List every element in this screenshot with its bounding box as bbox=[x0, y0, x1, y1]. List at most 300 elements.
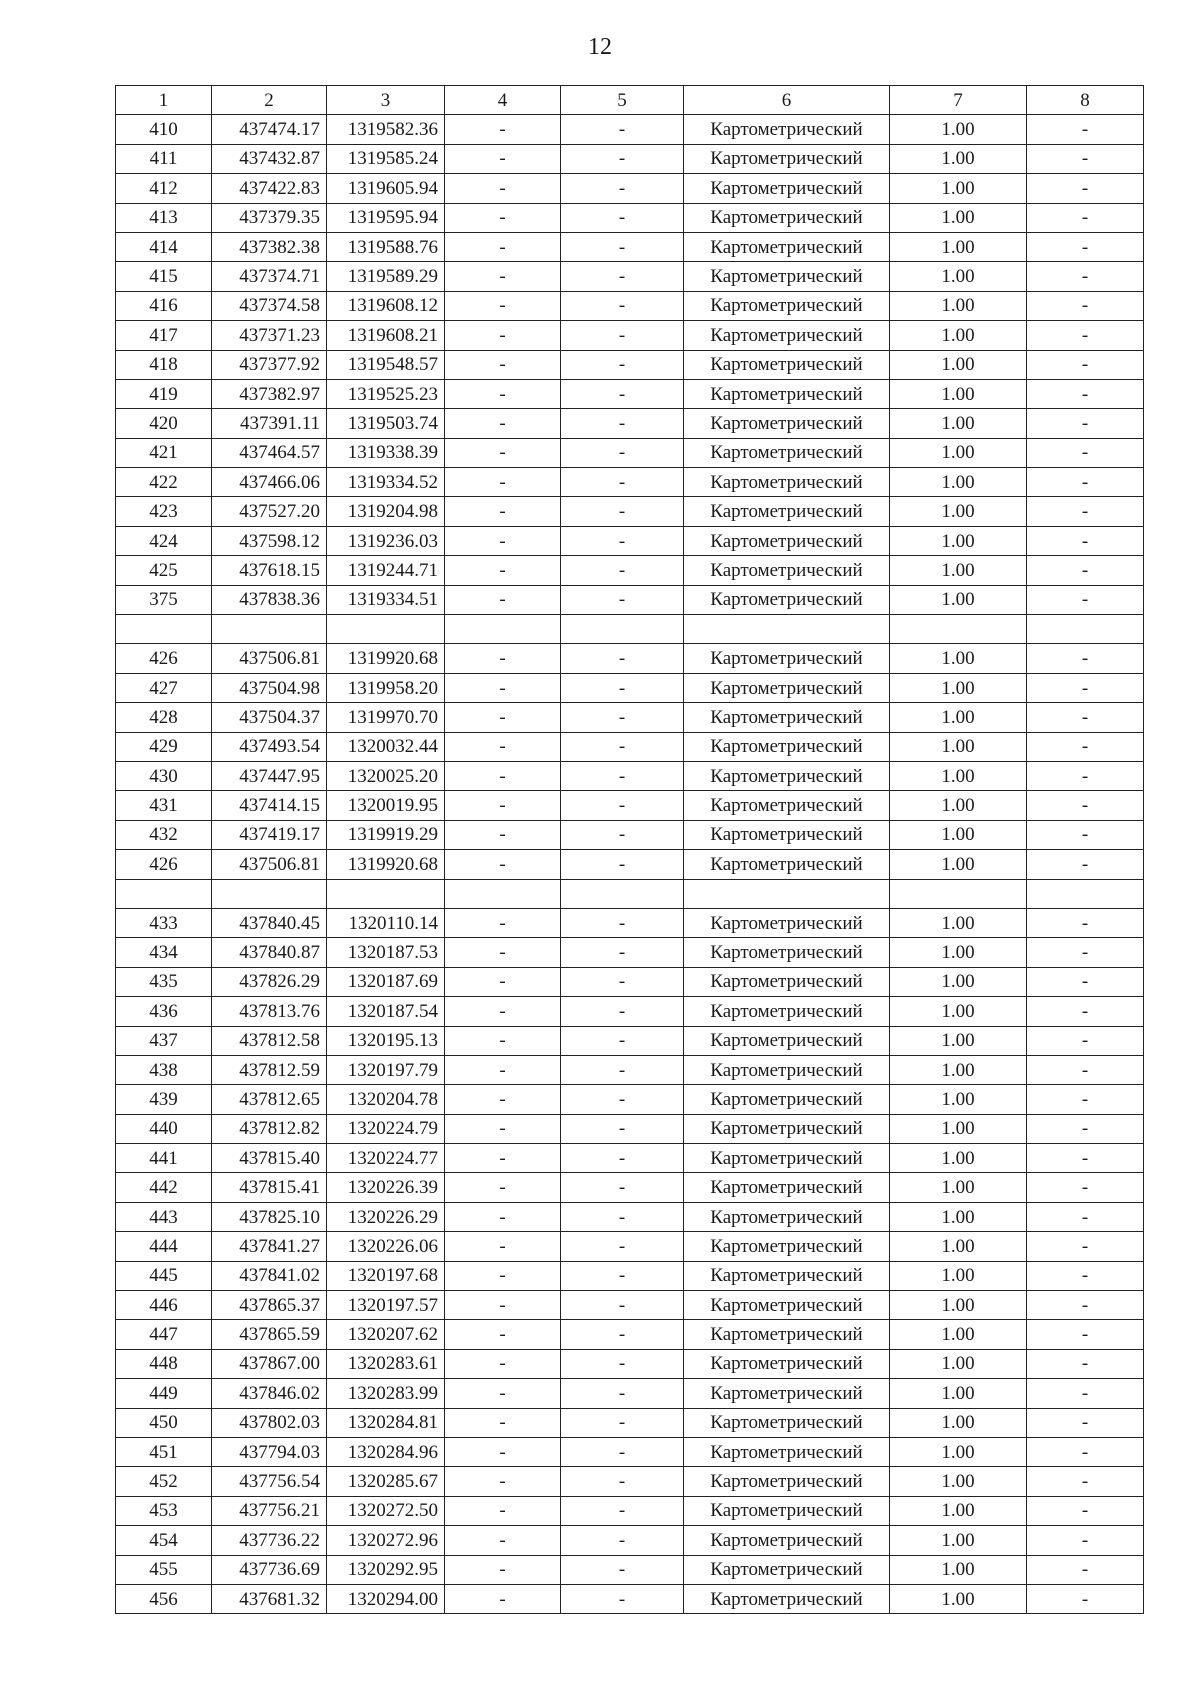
col5-cell: - bbox=[561, 379, 684, 408]
col5-cell: - bbox=[561, 409, 684, 438]
point-number-cell: 440 bbox=[116, 1114, 212, 1143]
y-coordinate-cell: 1320110.14 bbox=[327, 908, 445, 937]
y-coordinate-cell: 1320197.68 bbox=[327, 1261, 445, 1290]
col5-cell: - bbox=[561, 438, 684, 467]
x-coordinate-cell: 437841.02 bbox=[212, 1261, 327, 1290]
col4-cell: - bbox=[445, 115, 561, 144]
col5-cell: - bbox=[561, 1232, 684, 1261]
col4-cell: - bbox=[445, 732, 561, 761]
x-coordinate-cell: 437756.54 bbox=[212, 1467, 327, 1496]
accuracy-cell bbox=[890, 615, 1027, 644]
point-number-cell: 439 bbox=[116, 1085, 212, 1114]
accuracy-cell: 1.00 bbox=[890, 585, 1027, 614]
table-row bbox=[116, 1555, 1144, 1584]
method-cell: Картометрический bbox=[684, 262, 890, 291]
point-number-cell: 423 bbox=[116, 497, 212, 526]
x-coordinate-cell: 437474.17 bbox=[212, 115, 327, 144]
col8-cell: - bbox=[1027, 644, 1144, 673]
col5-cell: - bbox=[561, 850, 684, 879]
col4-cell: - bbox=[445, 1320, 561, 1349]
y-coordinate-cell: 1320224.77 bbox=[327, 1144, 445, 1173]
col8-cell: - bbox=[1027, 1085, 1144, 1114]
table-row bbox=[116, 1114, 1144, 1143]
point-number-cell: 433 bbox=[116, 908, 212, 937]
y-coordinate-cell: 1320226.29 bbox=[327, 1202, 445, 1231]
point-number-cell: 430 bbox=[116, 761, 212, 790]
accuracy-cell: 1.00 bbox=[890, 262, 1027, 291]
method-cell: Картометрический bbox=[684, 1114, 890, 1143]
accuracy-cell: 1.00 bbox=[890, 291, 1027, 320]
col4-cell: - bbox=[445, 468, 561, 497]
method-cell: Картометрический bbox=[684, 732, 890, 761]
col5-cell: - bbox=[561, 1379, 684, 1408]
col5-cell: - bbox=[561, 144, 684, 173]
col8-cell: - bbox=[1027, 997, 1144, 1026]
col8-cell: - bbox=[1027, 1467, 1144, 1496]
coordinates-table bbox=[115, 85, 1144, 1614]
col8-cell: - bbox=[1027, 497, 1144, 526]
y-coordinate-cell: 1319338.39 bbox=[327, 438, 445, 467]
col8-cell: - bbox=[1027, 673, 1144, 702]
point-number-cell: 441 bbox=[116, 1144, 212, 1173]
table-row bbox=[116, 908, 1144, 937]
table-row bbox=[116, 732, 1144, 761]
x-coordinate-cell: 437391.11 bbox=[212, 409, 327, 438]
col8-cell: - bbox=[1027, 1202, 1144, 1231]
col8-cell: - bbox=[1027, 761, 1144, 790]
table-row bbox=[116, 938, 1144, 967]
col4-cell: - bbox=[445, 438, 561, 467]
col5-cell: - bbox=[561, 291, 684, 320]
col5-cell bbox=[561, 879, 684, 908]
col4-cell: - bbox=[445, 703, 561, 732]
y-coordinate-cell: 1319608.21 bbox=[327, 321, 445, 350]
method-cell bbox=[684, 615, 890, 644]
table-row bbox=[116, 1526, 1144, 1555]
accuracy-cell: 1.00 bbox=[890, 791, 1027, 820]
col8-cell: - bbox=[1027, 409, 1144, 438]
method-cell: Картометрический bbox=[684, 321, 890, 350]
accuracy-cell: 1.00 bbox=[890, 1584, 1027, 1613]
col8-cell: - bbox=[1027, 203, 1144, 232]
accuracy-cell: 1.00 bbox=[890, 497, 1027, 526]
col5-cell: - bbox=[561, 1526, 684, 1555]
y-coordinate-cell: 1319503.74 bbox=[327, 409, 445, 438]
col5-cell: - bbox=[561, 350, 684, 379]
col8-cell: - bbox=[1027, 1026, 1144, 1055]
point-number-cell: 436 bbox=[116, 997, 212, 1026]
col4-cell: - bbox=[445, 1437, 561, 1466]
y-coordinate-cell: 1320207.62 bbox=[327, 1320, 445, 1349]
table-row bbox=[116, 262, 1144, 291]
method-cell: Картометрический bbox=[684, 468, 890, 497]
accuracy-cell: 1.00 bbox=[890, 967, 1027, 996]
method-cell: Картометрический bbox=[684, 908, 890, 937]
col5-cell: - bbox=[561, 1437, 684, 1466]
table-row bbox=[116, 967, 1144, 996]
table-row bbox=[116, 1379, 1144, 1408]
method-cell: Картометрический bbox=[684, 791, 890, 820]
accuracy-cell: 1.00 bbox=[890, 1496, 1027, 1525]
col8-cell: - bbox=[1027, 820, 1144, 849]
table-row-separator bbox=[116, 879, 1144, 908]
y-coordinate-cell: 1319919.29 bbox=[327, 820, 445, 849]
accuracy-cell bbox=[890, 879, 1027, 908]
point-number-cell: 418 bbox=[116, 350, 212, 379]
table-row bbox=[116, 438, 1144, 467]
table-row bbox=[116, 1349, 1144, 1378]
col4-cell: - bbox=[445, 1408, 561, 1437]
method-cell: Картометрический bbox=[684, 1202, 890, 1231]
col5-cell: - bbox=[561, 1349, 684, 1378]
table-row bbox=[116, 144, 1144, 173]
col8-cell: - bbox=[1027, 732, 1144, 761]
method-cell: Картометрический bbox=[684, 1085, 890, 1114]
table-row bbox=[116, 1584, 1144, 1613]
y-coordinate-cell: 1320197.79 bbox=[327, 1055, 445, 1084]
column-header: 1 bbox=[116, 86, 212, 115]
x-coordinate-cell: 437794.03 bbox=[212, 1437, 327, 1466]
accuracy-cell: 1.00 bbox=[890, 174, 1027, 203]
accuracy-cell: 1.00 bbox=[890, 1144, 1027, 1173]
col4-cell: - bbox=[445, 1555, 561, 1584]
method-cell: Картометрический bbox=[684, 115, 890, 144]
accuracy-cell: 1.00 bbox=[890, 1232, 1027, 1261]
method-cell: Картометрический bbox=[684, 997, 890, 1026]
col5-cell: - bbox=[561, 1584, 684, 1613]
point-number-cell: 422 bbox=[116, 468, 212, 497]
col5-cell: - bbox=[561, 1026, 684, 1055]
method-cell: Картометрический bbox=[684, 1408, 890, 1437]
col5-cell: - bbox=[561, 232, 684, 261]
col5-cell: - bbox=[561, 174, 684, 203]
table-row bbox=[116, 1467, 1144, 1496]
col5-cell: - bbox=[561, 997, 684, 1026]
col5-cell: - bbox=[561, 1467, 684, 1496]
table-row bbox=[116, 115, 1144, 144]
x-coordinate-cell: 437432.87 bbox=[212, 144, 327, 173]
method-cell: Картометрический bbox=[684, 291, 890, 320]
y-coordinate-cell: 1319608.12 bbox=[327, 291, 445, 320]
x-coordinate-cell: 437681.32 bbox=[212, 1584, 327, 1613]
col8-cell: - bbox=[1027, 1261, 1144, 1290]
col8-cell: - bbox=[1027, 850, 1144, 879]
y-coordinate-cell: 1319605.94 bbox=[327, 174, 445, 203]
point-number-cell bbox=[116, 615, 212, 644]
col8-cell: - bbox=[1027, 468, 1144, 497]
point-number-cell: 454 bbox=[116, 1526, 212, 1555]
col5-cell: - bbox=[561, 526, 684, 555]
col5-cell: - bbox=[561, 1555, 684, 1584]
col8-cell: - bbox=[1027, 791, 1144, 820]
col8-cell: - bbox=[1027, 1055, 1144, 1084]
table-row bbox=[116, 1320, 1144, 1349]
method-cell: Картометрический bbox=[684, 350, 890, 379]
method-cell: Картометрический bbox=[684, 556, 890, 585]
accuracy-cell: 1.00 bbox=[890, 144, 1027, 173]
col8-cell bbox=[1027, 879, 1144, 908]
accuracy-cell: 1.00 bbox=[890, 526, 1027, 555]
x-coordinate-cell: 437447.95 bbox=[212, 761, 327, 790]
table-row bbox=[116, 1261, 1144, 1290]
y-coordinate-cell: 1320226.06 bbox=[327, 1232, 445, 1261]
y-coordinate-cell: 1320187.53 bbox=[327, 938, 445, 967]
col4-cell: - bbox=[445, 1232, 561, 1261]
col4-cell: - bbox=[445, 820, 561, 849]
y-coordinate-cell: 1320284.96 bbox=[327, 1437, 445, 1466]
accuracy-cell: 1.00 bbox=[890, 438, 1027, 467]
col8-cell: - bbox=[1027, 1232, 1144, 1261]
col5-cell: - bbox=[561, 468, 684, 497]
col4-cell: - bbox=[445, 585, 561, 614]
point-number-cell: 427 bbox=[116, 673, 212, 702]
y-coordinate-cell: 1319588.76 bbox=[327, 232, 445, 261]
accuracy-cell: 1.00 bbox=[890, 1437, 1027, 1466]
x-coordinate-cell: 437812.82 bbox=[212, 1114, 327, 1143]
method-cell: Картометрический bbox=[684, 497, 890, 526]
col4-cell: - bbox=[445, 1026, 561, 1055]
x-coordinate-cell: 437414.15 bbox=[212, 791, 327, 820]
x-coordinate-cell: 437374.71 bbox=[212, 262, 327, 291]
x-coordinate-cell: 437598.12 bbox=[212, 526, 327, 555]
col5-cell: - bbox=[561, 908, 684, 937]
accuracy-cell: 1.00 bbox=[890, 115, 1027, 144]
point-number-cell: 443 bbox=[116, 1202, 212, 1231]
x-coordinate-cell: 437527.20 bbox=[212, 497, 327, 526]
point-number-cell: 416 bbox=[116, 291, 212, 320]
accuracy-cell: 1.00 bbox=[890, 1408, 1027, 1437]
method-cell bbox=[684, 879, 890, 908]
point-number-cell: 410 bbox=[116, 115, 212, 144]
x-coordinate-cell bbox=[212, 879, 327, 908]
method-cell: Картометрический bbox=[684, 1555, 890, 1584]
accuracy-cell: 1.00 bbox=[890, 468, 1027, 497]
accuracy-cell: 1.00 bbox=[890, 1026, 1027, 1055]
point-number-cell: 411 bbox=[116, 144, 212, 173]
x-coordinate-cell: 437466.06 bbox=[212, 468, 327, 497]
col4-cell: - bbox=[445, 997, 561, 1026]
method-cell: Картометрический bbox=[684, 820, 890, 849]
method-cell: Картометрический bbox=[684, 644, 890, 673]
col4-cell: - bbox=[445, 1526, 561, 1555]
method-cell: Картометрический bbox=[684, 1261, 890, 1290]
x-coordinate-cell: 437846.02 bbox=[212, 1379, 327, 1408]
point-number-cell: 426 bbox=[116, 644, 212, 673]
point-number-cell: 432 bbox=[116, 820, 212, 849]
col4-cell: - bbox=[445, 1085, 561, 1114]
method-cell: Картометрический bbox=[684, 1320, 890, 1349]
x-coordinate-cell bbox=[212, 615, 327, 644]
method-cell: Картометрический bbox=[684, 1144, 890, 1173]
col4-cell: - bbox=[445, 1379, 561, 1408]
y-coordinate-cell: 1319920.68 bbox=[327, 850, 445, 879]
accuracy-cell: 1.00 bbox=[890, 1114, 1027, 1143]
col8-cell: - bbox=[1027, 1496, 1144, 1525]
accuracy-cell: 1.00 bbox=[890, 409, 1027, 438]
method-cell: Картометрический bbox=[684, 174, 890, 203]
accuracy-cell: 1.00 bbox=[890, 321, 1027, 350]
y-coordinate-cell: 1320032.44 bbox=[327, 732, 445, 761]
col4-cell: - bbox=[445, 232, 561, 261]
table-row bbox=[116, 379, 1144, 408]
col4-cell: - bbox=[445, 1584, 561, 1613]
method-cell: Картометрический bbox=[684, 703, 890, 732]
table-row bbox=[116, 850, 1144, 879]
col4-cell: - bbox=[445, 761, 561, 790]
method-cell: Картометрический bbox=[684, 967, 890, 996]
x-coordinate-cell: 437826.29 bbox=[212, 967, 327, 996]
accuracy-cell: 1.00 bbox=[890, 1379, 1027, 1408]
col5-cell: - bbox=[561, 1114, 684, 1143]
y-coordinate-cell: 1320272.96 bbox=[327, 1526, 445, 1555]
table-row bbox=[116, 409, 1144, 438]
method-cell: Картометрический bbox=[684, 409, 890, 438]
table-row bbox=[116, 321, 1144, 350]
point-number-cell: 446 bbox=[116, 1291, 212, 1320]
table-row-separator bbox=[116, 615, 1144, 644]
x-coordinate-cell: 437802.03 bbox=[212, 1408, 327, 1437]
table-row bbox=[116, 1291, 1144, 1320]
method-cell: Картометрический bbox=[684, 1584, 890, 1613]
x-coordinate-cell: 437840.87 bbox=[212, 938, 327, 967]
y-coordinate-cell: 1319582.36 bbox=[327, 115, 445, 144]
y-coordinate-cell: 1319548.57 bbox=[327, 350, 445, 379]
col8-cell: - bbox=[1027, 438, 1144, 467]
col8-cell: - bbox=[1027, 1408, 1144, 1437]
col8-cell: - bbox=[1027, 908, 1144, 937]
method-cell: Картометрический bbox=[684, 761, 890, 790]
col5-cell: - bbox=[561, 1496, 684, 1525]
col8-cell: - bbox=[1027, 556, 1144, 585]
method-cell: Картометрический bbox=[684, 1437, 890, 1466]
x-coordinate-cell: 437374.58 bbox=[212, 291, 327, 320]
y-coordinate-cell: 1320197.57 bbox=[327, 1291, 445, 1320]
x-coordinate-cell: 437815.40 bbox=[212, 1144, 327, 1173]
x-coordinate-cell: 437506.81 bbox=[212, 644, 327, 673]
point-number-cell: 375 bbox=[116, 585, 212, 614]
x-coordinate-cell: 437813.76 bbox=[212, 997, 327, 1026]
point-number-cell: 412 bbox=[116, 174, 212, 203]
y-coordinate-cell: 1320284.81 bbox=[327, 1408, 445, 1437]
col5-cell: - bbox=[561, 1085, 684, 1114]
col4-cell: - bbox=[445, 379, 561, 408]
x-coordinate-cell: 437419.17 bbox=[212, 820, 327, 849]
col5-cell: - bbox=[561, 938, 684, 967]
y-coordinate-cell: 1320292.95 bbox=[327, 1555, 445, 1584]
y-coordinate-cell: 1319204.98 bbox=[327, 497, 445, 526]
table-row bbox=[116, 468, 1144, 497]
method-cell: Картометрический bbox=[684, 850, 890, 879]
point-number-cell: 425 bbox=[116, 556, 212, 585]
table-row bbox=[116, 644, 1144, 673]
col4-cell: - bbox=[445, 1496, 561, 1525]
point-number-cell: 456 bbox=[116, 1584, 212, 1613]
column-header: 5 bbox=[561, 86, 684, 115]
accuracy-cell: 1.00 bbox=[890, 1555, 1027, 1584]
x-coordinate-cell: 437841.27 bbox=[212, 1232, 327, 1261]
col4-cell: - bbox=[445, 174, 561, 203]
col4-cell: - bbox=[445, 556, 561, 585]
table-row bbox=[116, 791, 1144, 820]
x-coordinate-cell: 437379.35 bbox=[212, 203, 327, 232]
y-coordinate-cell: 1320195.13 bbox=[327, 1026, 445, 1055]
method-cell: Картометрический bbox=[684, 1496, 890, 1525]
method-cell: Картометрический bbox=[684, 144, 890, 173]
point-number-cell: 451 bbox=[116, 1437, 212, 1466]
y-coordinate-cell: 1320294.00 bbox=[327, 1584, 445, 1613]
col8-cell: - bbox=[1027, 262, 1144, 291]
col8-cell: - bbox=[1027, 1526, 1144, 1555]
accuracy-cell: 1.00 bbox=[890, 1261, 1027, 1290]
accuracy-cell: 1.00 bbox=[890, 1202, 1027, 1231]
table-row bbox=[116, 1232, 1144, 1261]
col8-cell: - bbox=[1027, 1584, 1144, 1613]
point-number-cell: 450 bbox=[116, 1408, 212, 1437]
col8-cell: - bbox=[1027, 585, 1144, 614]
accuracy-cell: 1.00 bbox=[890, 997, 1027, 1026]
point-number-cell: 419 bbox=[116, 379, 212, 408]
accuracy-cell: 1.00 bbox=[890, 732, 1027, 761]
col8-cell: - bbox=[1027, 967, 1144, 996]
accuracy-cell: 1.00 bbox=[890, 556, 1027, 585]
accuracy-cell: 1.00 bbox=[890, 232, 1027, 261]
col5-cell: - bbox=[561, 1408, 684, 1437]
x-coordinate-cell: 437422.83 bbox=[212, 174, 327, 203]
column-header: 6 bbox=[684, 86, 890, 115]
col4-cell: - bbox=[445, 850, 561, 879]
col5-cell: - bbox=[561, 1320, 684, 1349]
table-row bbox=[116, 1144, 1144, 1173]
col8-cell: - bbox=[1027, 1173, 1144, 1202]
table-row bbox=[116, 1173, 1144, 1202]
col8-cell: - bbox=[1027, 144, 1144, 173]
col4-cell: - bbox=[445, 1055, 561, 1084]
col8-cell: - bbox=[1027, 291, 1144, 320]
col5-cell: - bbox=[561, 585, 684, 614]
y-coordinate-cell: 1319589.29 bbox=[327, 262, 445, 291]
col4-cell: - bbox=[445, 938, 561, 967]
table-row bbox=[116, 291, 1144, 320]
x-coordinate-cell: 437812.59 bbox=[212, 1055, 327, 1084]
col4-cell: - bbox=[445, 262, 561, 291]
col8-cell: - bbox=[1027, 938, 1144, 967]
col5-cell: - bbox=[561, 761, 684, 790]
point-number-cell: 444 bbox=[116, 1232, 212, 1261]
point-number-cell: 420 bbox=[116, 409, 212, 438]
table-row bbox=[116, 1055, 1144, 1084]
x-coordinate-cell: 437382.38 bbox=[212, 232, 327, 261]
x-coordinate-cell: 437756.21 bbox=[212, 1496, 327, 1525]
x-coordinate-cell: 437825.10 bbox=[212, 1202, 327, 1231]
x-coordinate-cell: 437812.58 bbox=[212, 1026, 327, 1055]
col5-cell: - bbox=[561, 967, 684, 996]
table-row bbox=[116, 703, 1144, 732]
col5-cell: - bbox=[561, 791, 684, 820]
point-number-cell: 447 bbox=[116, 1320, 212, 1349]
method-cell: Картометрический bbox=[684, 938, 890, 967]
col4-cell: - bbox=[445, 1173, 561, 1202]
col4-cell: - bbox=[445, 203, 561, 232]
col5-cell: - bbox=[561, 262, 684, 291]
x-coordinate-cell: 437506.81 bbox=[212, 850, 327, 879]
x-coordinate-cell: 437865.37 bbox=[212, 1291, 327, 1320]
point-number-cell: 426 bbox=[116, 850, 212, 879]
col5-cell: - bbox=[561, 732, 684, 761]
point-number-cell: 442 bbox=[116, 1173, 212, 1202]
accuracy-cell: 1.00 bbox=[890, 379, 1027, 408]
x-coordinate-cell: 437464.57 bbox=[212, 438, 327, 467]
method-cell: Картометрический bbox=[684, 1232, 890, 1261]
